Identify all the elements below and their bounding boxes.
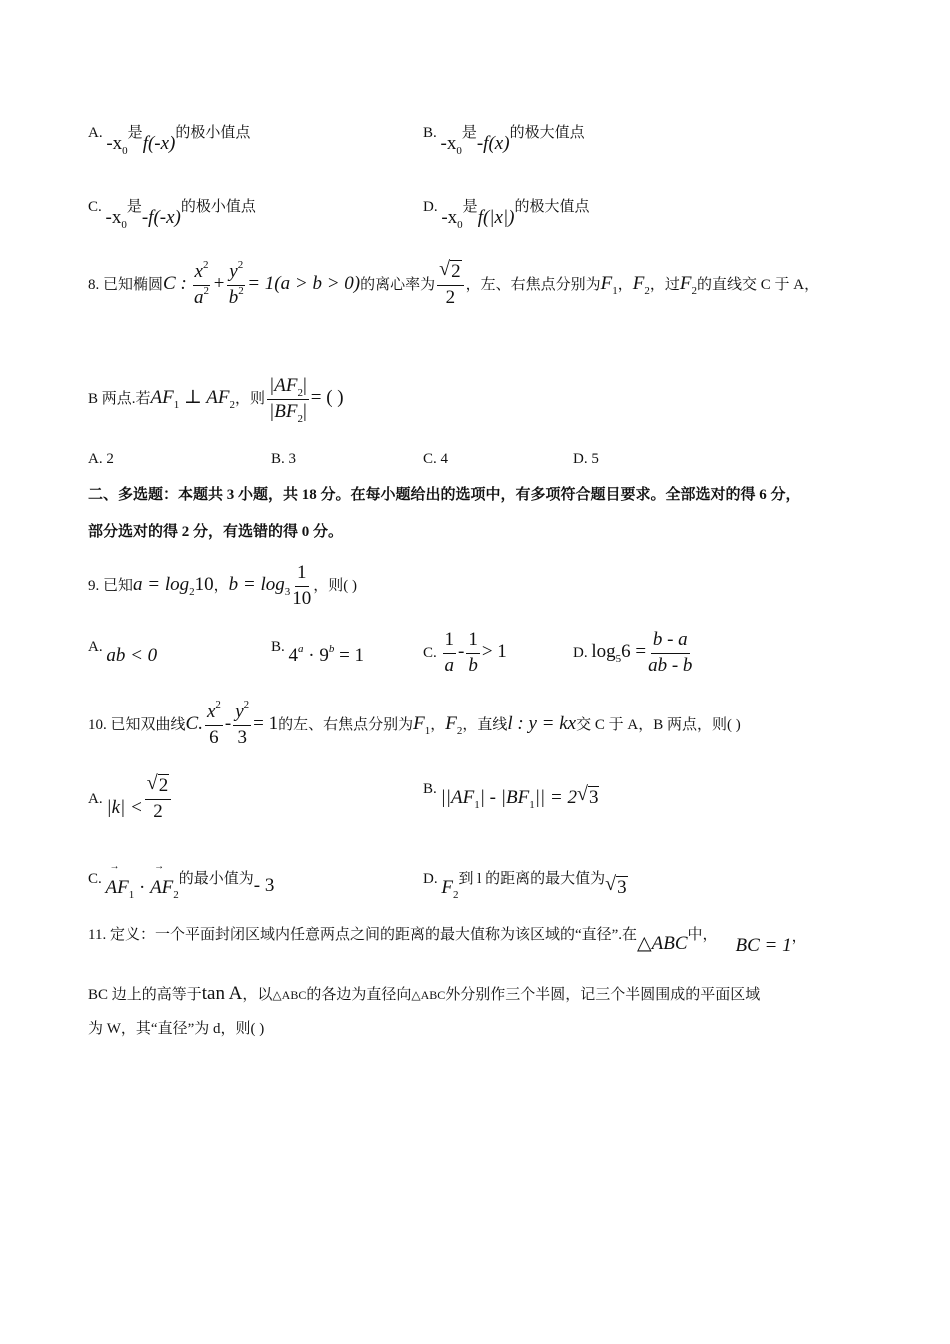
q7-option-d — [423, 196, 590, 231]
fraction: $\frac{y^2}{3}$ — [235, 699, 250, 748]
math-expr — [106, 133, 128, 157]
radicand: 3 — [617, 877, 627, 898]
math-expr: $||AF_1| - |BF_1|| = 2$ √ 3 — [440, 783, 599, 811]
option-label: D. — [573, 644, 588, 661]
text: 的左、右焦点分别为 — [278, 716, 414, 733]
math-expr — [441, 207, 463, 231]
math-expr — [289, 645, 365, 666]
math-text: || = 2 — [534, 787, 577, 808]
text: ， — [617, 276, 633, 293]
fraction — [443, 630, 457, 677]
numerator: 1 — [443, 630, 457, 654]
subscript: 1 — [173, 398, 180, 411]
math-text: 4 — [288, 645, 299, 666]
math-expr — [272, 983, 306, 1004]
math-text: △ABC — [637, 933, 688, 954]
math-expr: ab < 0 — [106, 645, 158, 666]
fraction — [292, 563, 311, 610]
math-expr — [600, 272, 618, 297]
radicand: 3 — [588, 787, 599, 808]
option-label: D. — [423, 871, 438, 887]
math-text: = ( ) — [310, 386, 344, 408]
math-expr — [637, 933, 688, 954]
option-label: A. — [88, 125, 103, 141]
numerator: 1 — [466, 630, 480, 654]
denominator: a — [193, 286, 204, 308]
text: ，则 — [234, 390, 265, 407]
q7-option-b — [423, 122, 585, 157]
denominator: ab - b — [648, 654, 693, 676]
text: ， — [430, 716, 446, 733]
radicand: 2 — [158, 775, 169, 796]
text: 的极大值点 — [514, 199, 590, 215]
subscript: 1 — [474, 799, 480, 811]
text: 的最小值为 — [178, 871, 254, 887]
math-text: -x — [106, 133, 123, 154]
math-text: F — [445, 712, 457, 734]
text: 的极大值点 — [509, 125, 585, 141]
math-text: ⊥ AF — [179, 386, 230, 408]
q7-option-c — [88, 196, 256, 231]
subscript: 1 — [128, 889, 135, 901]
math-text: -x — [440, 133, 457, 154]
question-number: 9. 已知 — [88, 577, 134, 594]
q11-stem-line2 — [88, 984, 760, 1003]
q11-stem-line1 — [88, 924, 807, 956]
q8-option-c: C. 4 — [423, 451, 449, 467]
q11-stem-line3: 为 W，其“直径”为 d，则( ) — [88, 1021, 265, 1037]
math-expr — [105, 877, 179, 901]
fraction: √ 2 2 — [145, 776, 172, 823]
option-label: C. — [88, 871, 102, 887]
math-expr — [228, 573, 291, 598]
text: 的直线交 C 于 A， — [696, 276, 820, 293]
math-text: = 1 — [334, 645, 365, 666]
math-text: 6 = — [621, 640, 647, 662]
math-text: F — [632, 272, 645, 294]
math-expr — [413, 712, 431, 737]
subscript: 0 — [456, 145, 462, 157]
subscript: 2 — [452, 889, 459, 901]
fraction: $\frac{y^2}{b^2}$ — [228, 259, 244, 308]
text: 外分别作三个半圆，记三个半圆围成的平面区域 — [445, 987, 761, 1003]
text: 的极小值点 — [180, 199, 256, 215]
q10-option-b — [423, 778, 599, 811]
q8-option-b: B. 3 — [271, 451, 297, 467]
q9-option-b — [271, 636, 365, 666]
math-text: AF — [105, 877, 129, 898]
math-text: 10 — [194, 573, 214, 595]
denominator: b — [468, 654, 478, 676]
q8-stem-line1: 8. 已知椭圆C : $\frac{x^2}{a^2}$ + $\frac{y^2}{b^2}$ = 1(a > b > 0)的离心率为 √ 2 2 ，左、右焦点分别为$F_1$，$F_2$，过$F_2$的直线交 C 于 A， — [88, 258, 820, 308]
subscript: 1 — [529, 799, 535, 811]
section-title-line2: 部分选对的得 2 分，有选错的得 0 分。 — [88, 524, 344, 540]
text: 的极小值点 — [175, 125, 251, 141]
q10-option-a — [88, 772, 173, 823]
denominator: 3 — [237, 726, 247, 748]
math-text: C : — [163, 272, 187, 294]
fraction: $\frac{|AF_2|}{|BF_2|}$ — [269, 375, 307, 425]
text: 到 l 的距离的最大值为 — [458, 871, 606, 887]
subscript: 2 — [691, 284, 697, 297]
denominator: 10 — [292, 587, 312, 609]
text: ，以 — [242, 987, 273, 1003]
denominator: b — [228, 286, 239, 308]
fraction: √ 2 2 — [437, 262, 464, 309]
math-text: C. — [185, 712, 203, 734]
text: 11. 定义：一个平面封闭区域内任意两点之间的距离的最大值称为该区域的“直径”.在 — [88, 927, 638, 943]
math-expr — [105, 207, 127, 231]
option-label: C. — [88, 199, 102, 215]
math-text: F — [413, 712, 425, 734]
math-expr — [632, 272, 650, 297]
superscript: a — [298, 643, 304, 655]
math-text: - 3 — [253, 875, 275, 896]
q8-option-d: D. 5 — [573, 451, 599, 467]
math-text: - — [458, 640, 465, 662]
text: BC 边上的高等于 — [88, 987, 202, 1003]
denominator: a — [444, 654, 455, 676]
text: ，左、右焦点分别为 — [465, 276, 601, 293]
option-label: A. — [88, 639, 103, 655]
math-text: AF — [150, 386, 174, 408]
numerator: b - a — [651, 630, 690, 654]
subscript: 0 — [121, 219, 127, 231]
option-label: B. — [271, 639, 285, 655]
option-label: D. — [423, 199, 438, 215]
subscript: 2 — [173, 889, 179, 901]
denominator: 2 — [445, 286, 456, 308]
question-number: 10. 已知双曲线 — [88, 716, 186, 733]
subscript: 1 — [424, 724, 431, 737]
math-text: · 9 — [303, 645, 329, 666]
text: 是 — [126, 199, 142, 215]
math-text: > 1 — [481, 640, 507, 662]
math-expr — [202, 983, 243, 1004]
math-expr — [679, 272, 697, 297]
subscript: 2 — [297, 412, 303, 425]
text: ，过 — [649, 276, 680, 293]
option-label: A. — [88, 790, 103, 807]
math-expr — [150, 386, 235, 411]
math-expr — [133, 573, 214, 598]
math-text: · — [134, 877, 151, 898]
text: 中， — [687, 927, 718, 943]
subscript: 5 — [615, 652, 622, 665]
section-title-line1: 二、多选题：本题共 3 小题，共 18 分。在每小题给出的选项中，有多项符合题目要求。全部选对的得 6 分， — [88, 487, 801, 503]
math-text: △ABC — [411, 988, 446, 1002]
subscript: 3 — [284, 585, 291, 598]
numerator: y — [229, 261, 238, 282]
math-expr: |k| < — [106, 796, 143, 818]
numerator: 1 — [295, 563, 309, 587]
q9-option-a — [88, 636, 158, 666]
math-expr: l : y = kx — [507, 712, 577, 734]
numerator: x — [194, 261, 203, 282]
q8-option-a: A. 2 — [88, 451, 114, 467]
q7-option-a — [88, 122, 251, 157]
q10-stem: 10. 已知双曲线C. $\frac{x^2}{6}$ - $\frac{y^2}{3}$ = 1的左、右焦点分别为$F_1$，$F_2$，直线l : y = kx交 C 于 A，B 两点，则( ) — [88, 699, 741, 748]
math-expr — [411, 983, 445, 1004]
text: ， — [791, 929, 807, 945]
math-expr — [441, 877, 459, 901]
math-expr: f(|x|) — [477, 207, 515, 228]
vector — [150, 877, 179, 901]
math-expr — [591, 640, 647, 665]
math-expr — [445, 712, 463, 737]
math-expr: BC = 1 — [735, 935, 792, 956]
math-text: | - |BF — [479, 787, 530, 808]
math-text: a = log — [133, 573, 190, 595]
subscript: 0 — [122, 145, 128, 157]
text: ， — [213, 577, 229, 594]
math-text: ||AF — [440, 787, 475, 808]
math-text: log — [591, 640, 616, 662]
math-text: tan A — [201, 983, 243, 1004]
text: ，则( ) — [313, 577, 357, 594]
subscript: 2 — [456, 724, 463, 737]
math-text: = 1 — [253, 712, 279, 734]
subscript: 2 — [229, 398, 235, 411]
math-text: = 1(a > b > 0) — [247, 272, 361, 294]
text: 是 — [462, 199, 478, 215]
subscript: 2 — [644, 284, 650, 297]
text: 交 C 于 A，B 两点，则( ) — [576, 716, 741, 733]
vector — [105, 877, 135, 901]
math-text: △ABC — [272, 988, 307, 1002]
math-expr — [440, 133, 462, 157]
math-text: b = log — [228, 573, 285, 595]
text: 的各边为直径向 — [306, 987, 412, 1003]
fraction: $\frac{x^2}{6}$ — [206, 699, 221, 748]
radicand: 2 — [451, 261, 461, 282]
text: ，直线 — [462, 716, 508, 733]
numerator: |AF — [269, 375, 298, 396]
q10-option-c — [88, 868, 275, 901]
superscript: b — [328, 643, 335, 655]
q8-stem-line2 — [88, 376, 344, 423]
math-expr: f(-x) — [142, 133, 176, 154]
fraction — [648, 630, 692, 677]
subscript: 1 — [612, 284, 618, 297]
denominator: 2 — [153, 800, 163, 822]
math-text: -x — [441, 207, 458, 228]
q10-option-d — [423, 868, 628, 901]
option-label: B. — [423, 125, 437, 141]
sqrt: √ 3 — [605, 873, 627, 898]
math-text: F — [441, 877, 453, 898]
math-text: -x — [105, 207, 122, 228]
text: 的离心率为 — [360, 276, 436, 293]
numerator: x — [206, 701, 216, 722]
math-text: F — [679, 272, 692, 294]
fraction — [466, 630, 480, 677]
option-label: C. — [423, 644, 437, 661]
denominator: |BF — [269, 400, 298, 422]
subscript: 0 — [457, 219, 463, 231]
math-text: F — [600, 272, 613, 294]
q9-option-d — [573, 630, 694, 677]
numerator: y — [235, 701, 244, 722]
subscript: 2 — [189, 585, 195, 598]
option-label: B. — [423, 781, 437, 797]
subscript: 2 — [297, 387, 303, 399]
text: 是 — [461, 125, 477, 141]
math-expr: -f(-x) — [141, 207, 181, 228]
fraction: $\frac{x^2}{a^2}$ — [193, 259, 209, 308]
question-number: 8. 已知椭圆 — [88, 276, 164, 293]
math-expr: -f(x) — [476, 133, 510, 154]
text: B 两点.若 — [88, 390, 151, 407]
denominator: 6 — [209, 726, 219, 748]
math-text: AF — [150, 877, 174, 898]
q9-stem — [88, 563, 357, 610]
text: 是 — [127, 125, 143, 141]
q9-option-c — [423, 630, 507, 677]
